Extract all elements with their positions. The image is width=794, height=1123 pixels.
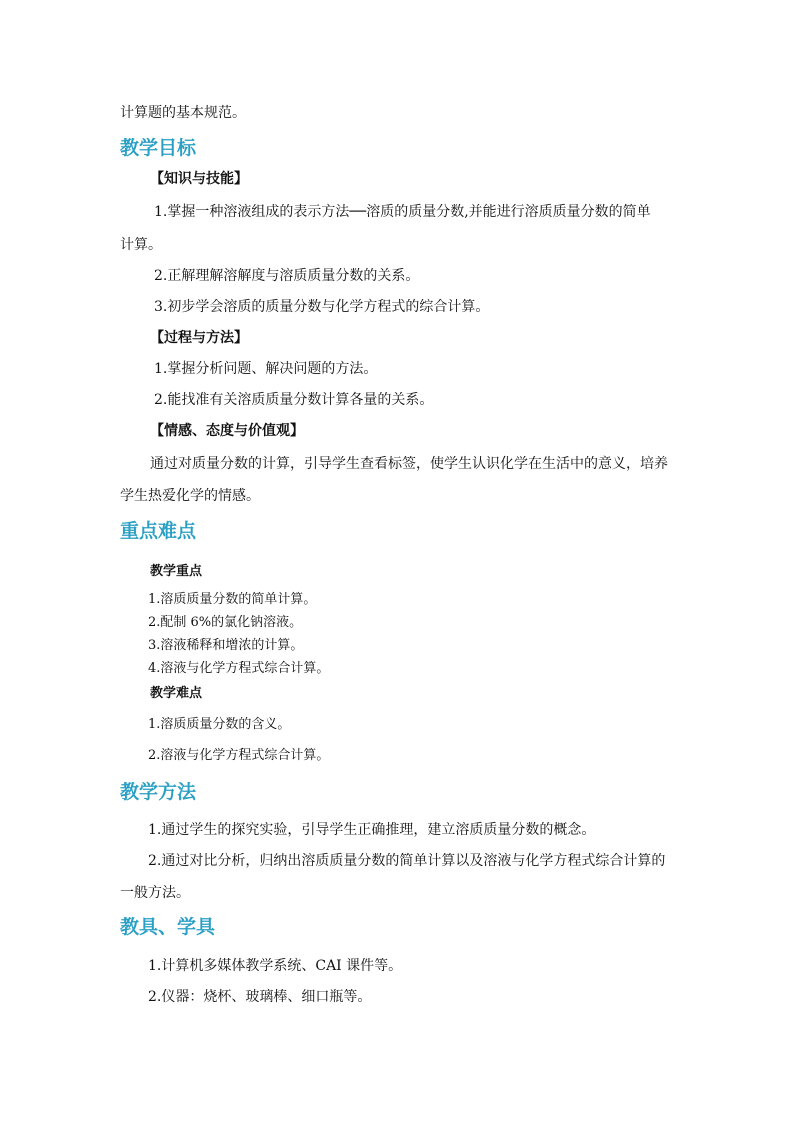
process-label: 【过程与方法】 xyxy=(150,330,248,346)
difficulty-label: 教学难点 xyxy=(150,686,203,701)
difficulty-item-1: 1.溶质质量分数的含义。 xyxy=(148,717,291,732)
focus-item-1: 1.溶质质量分数的简单计算。 xyxy=(148,592,317,607)
emotion-text: 通过对质量分数的计算，引导学生查看标签，使学生认识化学在生活中的意义，培养 xyxy=(150,456,668,472)
knowledge-label: 【知识与技能】 xyxy=(150,171,248,187)
focus-label: 教学重点 xyxy=(150,564,203,579)
methods-item-2-cont: 一般方法。 xyxy=(120,885,190,901)
methods-item-2: 2.通过对比分析，归纳出溶质质量分数的简单计算以及溶液与化学方程式综合计算的 xyxy=(148,853,666,869)
difficulty-item-2: 2.溶液与化学方程式综合计算。 xyxy=(148,748,330,763)
knowledge-item-1: 1.掌握一种溶液组成的表示方法──溶质的质量分数,并能进行溶质质量分数的简单 xyxy=(154,204,651,220)
knowledge-item-3: 3.初步学会溶质的质量分数与化学方程式的综合计算。 xyxy=(154,299,490,315)
tools-item-2: 2.仪器：烧杯、玻璃棒、细口瓶等。 xyxy=(148,989,372,1005)
section-title-tools: 教具、学具 xyxy=(120,916,216,938)
section-title-key-points: 重点难点 xyxy=(120,520,197,542)
methods-item-1: 1.通过学生的探究实验，引导学生正确推理，建立溶质质量分数的概念。 xyxy=(148,822,596,838)
section-title-methods: 教学方法 xyxy=(120,781,197,803)
focus-item-3: 3.溶液稀释和增浓的计算。 xyxy=(148,638,304,653)
intro-line: 计算题的基本规范。 xyxy=(120,105,246,121)
process-item-2: 2.能找准有关溶质质量分数计算各量的关系。 xyxy=(154,392,434,408)
emotion-text-cont: 学生热爱化学的情感。 xyxy=(120,488,260,504)
knowledge-item-1-cont: 计算。 xyxy=(120,237,162,253)
tools-item-1: 1.计算机多媒体教学系统、CAI 课件等。 xyxy=(148,958,403,974)
process-item-1: 1.掌握分析问题、解决问题的方法。 xyxy=(154,361,378,377)
focus-item-4: 4.溶液与化学方程式综合计算。 xyxy=(148,661,330,676)
emotion-label: 【情感、态度与价值观】 xyxy=(150,423,304,439)
knowledge-item-2: 2.正解理解溶解度与溶质质量分数的关系。 xyxy=(154,268,420,284)
focus-item-2: 2.配制 6%的氯化钠溶液。 xyxy=(148,615,303,630)
section-title-objectives: 教学目标 xyxy=(120,137,197,159)
